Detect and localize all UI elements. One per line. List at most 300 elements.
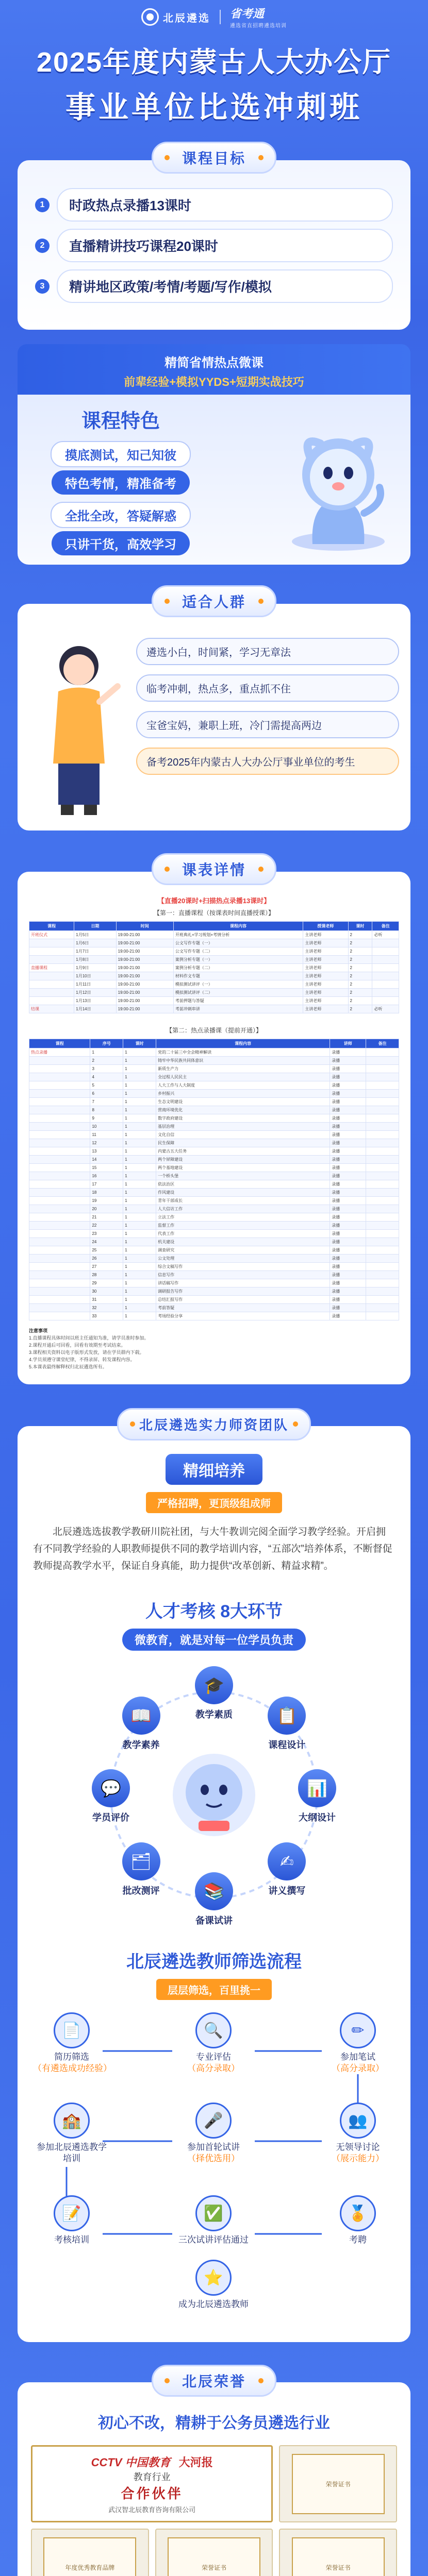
table-header: 课程内容 (173, 922, 303, 931)
selection-step-icon: 📝 (54, 2195, 90, 2231)
assessment-step (85, 1769, 137, 1824)
selection-step-title: 成为北辰遴选教师 (178, 2299, 249, 2310)
table-cell: 录播 (330, 1123, 366, 1131)
table-cell (29, 1213, 90, 1222)
table-cell (366, 1180, 399, 1189)
table-cell: 开班仪式 (29, 931, 74, 939)
table-cell: 1月8日 (74, 956, 116, 964)
table-cell: 必听 (372, 931, 399, 939)
table-cell: 32 (90, 1304, 123, 1312)
table-cell: 1月13日 (74, 997, 116, 1005)
table-cell: 1 (123, 1073, 156, 1081)
table-cell: 两个基地建设 (156, 1164, 330, 1172)
selection-step-icon: 🔍 (195, 2012, 232, 2048)
table-cell (29, 947, 74, 956)
selection-step-title: 三次试讲评估通过 (178, 2235, 249, 2245)
table-cell: 录播 (330, 1197, 366, 1205)
table-cell: 人大工作与人大制度 (156, 1081, 330, 1090)
table-cell: 录播 (330, 1279, 366, 1287)
table-cell: 录播 (330, 1189, 366, 1197)
table-cell: 主讲老师 (303, 947, 348, 956)
table-cell: 录播 (330, 1114, 366, 1123)
table-cell: 公文处理 (156, 1255, 330, 1263)
table-cell: 9 (90, 1114, 123, 1123)
table-cell: 19 (90, 1197, 123, 1205)
teacher-selection-title: 北辰遴选教师筛选流程 (126, 1952, 302, 1972)
table-cell (366, 1114, 399, 1123)
table-cell: 乡村振兴 (156, 1090, 330, 1098)
note-line: 5.本课表最终解释权归北辰遴选所有。 (29, 1364, 107, 1369)
table-cell (29, 1263, 90, 1271)
selection-step-label (33, 2052, 110, 2074)
selection-step (175, 2260, 252, 2310)
honor-title: 初心不改，精耕于公务员遴选行业 (98, 2415, 330, 2432)
table-cell: 内蒙古五大任务 (156, 1147, 330, 1156)
table-cell (29, 1164, 90, 1172)
feature-card (18, 395, 410, 565)
secondary-logo-sub: 遴选省直招聘遴选培训 (230, 23, 287, 29)
table-cell (29, 1081, 90, 1090)
secondary-logo-main: 省考通 (230, 7, 265, 20)
selection-step-title: 专业评估 (196, 2052, 231, 2062)
course-target-card (18, 160, 410, 330)
selection-step (175, 2103, 252, 2164)
notes-title: 注意事项 (29, 1328, 48, 1333)
table-cell: 录播 (330, 1246, 366, 1255)
table-cell: 录播 (330, 1131, 366, 1139)
table-cell (366, 1164, 399, 1172)
table-cell: 10 (90, 1123, 123, 1131)
teacher-illustration (35, 635, 123, 820)
table-header: 时间 (116, 922, 173, 931)
table-row (29, 1090, 399, 1098)
selection-step-label (33, 2234, 110, 2246)
selection-step-label (175, 2299, 252, 2310)
table-cell: 2 (90, 1057, 123, 1065)
selection-step (33, 2012, 110, 2074)
table-cell: 30 (90, 1287, 123, 1296)
table-cell: 18 (90, 1189, 123, 1197)
table-cell: 23 (90, 1230, 123, 1238)
beichen-logo (141, 8, 210, 26)
table-cell (29, 1197, 90, 1205)
table-cell (29, 939, 74, 947)
assessment-step-icon: 🗂 (122, 1842, 160, 1880)
selection-step (319, 2195, 397, 2246)
table-cell: 青年干部成长 (156, 1197, 330, 1205)
selection-step-title: 参加北辰遴选教学培训 (37, 2142, 107, 2164)
table-cell: 开班典礼+学习规划+考情分析 (173, 931, 303, 939)
table-cell: 录播 (330, 1057, 366, 1065)
table-row (29, 1123, 399, 1131)
target-item (35, 188, 393, 222)
table-cell: 一个桥头堡 (156, 1172, 330, 1180)
table-cell: 机关建设 (156, 1238, 330, 1246)
table-row (29, 1238, 399, 1246)
audience-list (136, 638, 399, 784)
table-cell (366, 1230, 399, 1238)
table-row (29, 1263, 399, 1271)
table-row (29, 931, 399, 939)
table-row (29, 1197, 399, 1205)
table-row (29, 1246, 399, 1255)
talent-assessment-sub: 微教育，就是对每一位学员负责 (122, 1629, 306, 1651)
table-cell (29, 1271, 90, 1279)
table-row (29, 1098, 399, 1106)
selection-step-note: （展示能力） (332, 2154, 384, 2164)
strict-hiring-tag: 严格招聘，更顶级组成师 (146, 1492, 282, 1513)
table-cell: 调查研究 (156, 1246, 330, 1255)
table-cell: 录播 (330, 1263, 366, 1271)
table-cell (366, 1065, 399, 1073)
feature-pair (38, 441, 203, 495)
selection-step-label (319, 2052, 397, 2074)
table-cell: 依法治区 (156, 1180, 330, 1189)
table-cell: 1 (123, 1106, 156, 1114)
table-cell (29, 1147, 90, 1156)
selection-step (33, 2103, 110, 2164)
team-card (18, 1426, 410, 2343)
table-cell: 录播 (330, 1172, 366, 1180)
table-cell: 19:00-21:00 (116, 947, 173, 956)
certificate-image (31, 2529, 149, 2576)
table-cell: 1月10日 (74, 972, 116, 980)
table-cell: 1 (123, 1279, 156, 1287)
honor-section (0, 2365, 428, 2576)
table-cell: 录播 (330, 1238, 366, 1246)
selection-step (175, 2195, 252, 2246)
table-row (29, 1230, 399, 1238)
assessment-step-label: 教学素质 (195, 1709, 233, 1720)
table-cell (29, 1230, 90, 1238)
table-cell: 作风建设 (156, 1189, 330, 1197)
table-cell (366, 1255, 399, 1263)
table-cell (366, 1213, 399, 1222)
table-cell: 5 (90, 1081, 123, 1090)
table-row (29, 964, 399, 972)
feature-item: 全批全改，答疑解惑 (51, 502, 191, 528)
schedule-section (0, 853, 428, 1384)
table-cell: 录播 (330, 1048, 366, 1057)
table-cell: 主讲老师 (303, 956, 348, 964)
feature-banner-line1: 精简省情热点微课 (164, 356, 264, 370)
table-cell (372, 989, 399, 997)
table-cell: 1 (123, 1197, 156, 1205)
recorded-schedule-table (29, 1039, 399, 1320)
table-cell: 19:00-21:00 (116, 964, 173, 972)
table-cell: 录播 (330, 1073, 366, 1081)
assessment-step-icon: 🎓 (195, 1666, 233, 1704)
table-row (29, 1147, 399, 1156)
selection-step-title: 参加笔试 (340, 2052, 375, 2062)
certificate-text: 年度优秀教育品牌 (43, 2537, 136, 2576)
table-cell (29, 1123, 90, 1131)
table-cell: 全过程人民民主 (156, 1073, 330, 1081)
selection-step (319, 2103, 397, 2164)
cctv-logo: CCTV 中国教育 (91, 2455, 171, 2469)
partner-label: 合作伙伴 (121, 2485, 183, 2501)
table-cell: 必听 (372, 1005, 399, 1013)
assessment-step-icon: 📋 (268, 1697, 306, 1735)
table-cell (29, 1279, 90, 1287)
table-cell (29, 1296, 90, 1304)
table-cell: 1 (123, 1172, 156, 1180)
assessment-step-label: 学员评价 (92, 1812, 129, 1823)
table-cell: 主讲老师 (303, 964, 348, 972)
table-cell: 2 (348, 980, 372, 989)
table-cell (366, 1156, 399, 1164)
table-cell (372, 956, 399, 964)
live-schedule-table (29, 921, 399, 1013)
table-cell: 公文写作专题（二） (173, 947, 303, 956)
brand-bar (0, 0, 428, 27)
table-cell (366, 1090, 399, 1098)
table-cell: 录播 (330, 1081, 366, 1090)
table-cell: 7 (90, 1098, 123, 1106)
table-cell: 1 (123, 1271, 156, 1279)
table-cell: 1 (123, 1189, 156, 1197)
table-cell: 1月6日 (74, 939, 116, 947)
table-row (29, 1213, 399, 1222)
table-cell (372, 972, 399, 980)
audience-item: 遴选小白，时间紧，学习无章法 (136, 638, 399, 665)
table-cell (29, 1131, 90, 1139)
table-row (29, 1005, 399, 1013)
table-cell (29, 1065, 90, 1073)
table-cell (372, 997, 399, 1005)
table-cell: 19:00-21:00 (116, 931, 173, 939)
feature-item-highlight: 特色考情，精准备考 (52, 470, 190, 495)
selection-step-icon: ✏ (340, 2012, 376, 2048)
table-cell (366, 1312, 399, 1320)
selection-step-icon: 📄 (54, 2012, 90, 2048)
table-cell (372, 964, 399, 972)
selection-step-note: （有遴选成功经验） (33, 2063, 112, 2074)
assessment-step-icon: 📖 (122, 1697, 160, 1735)
table-cell: 模拟测试讲评（一） (173, 980, 303, 989)
table-row (29, 1205, 399, 1213)
assessment-step-icon: 💬 (92, 1769, 130, 1807)
table-cell: 党的二十届三中全会精神解读 (156, 1048, 330, 1057)
selection-step-icon: 👥 (340, 2103, 376, 2139)
table-cell (29, 1287, 90, 1296)
bullet-icon: 3 (35, 279, 50, 294)
table-cell: 录播 (330, 1312, 366, 1320)
table-cell: 结课 (29, 1005, 74, 1013)
table-cell: 2 (348, 989, 372, 997)
selection-step-title: 简历筛选 (54, 2052, 89, 2062)
table-row (29, 1189, 399, 1197)
table-cell (366, 1304, 399, 1312)
selection-step-label (319, 2142, 397, 2164)
certificate-text: 荣誉证书 (292, 2454, 385, 2514)
table-cell: 案例分析专题（二） (173, 964, 303, 972)
table-cell: 主讲老师 (303, 997, 348, 1005)
target-item-text: 时政热点录播13课时 (57, 188, 393, 222)
table-cell: 营商环境优化 (156, 1106, 330, 1114)
table-cell: 19:00-21:00 (116, 1005, 173, 1013)
table-cell: 人大信访工作 (156, 1205, 330, 1213)
table-row (29, 1255, 399, 1263)
table-cell (366, 1106, 399, 1114)
table-cell (366, 1263, 399, 1271)
table-cell: 15 (90, 1164, 123, 1172)
table-cell: 录播 (330, 1304, 366, 1312)
table-row (29, 947, 399, 956)
table-row (29, 1106, 399, 1114)
selection-step-icon: 🏫 (54, 2103, 90, 2139)
table-cell: 22 (90, 1222, 123, 1230)
table-cell: 模拟测试讲评（二） (173, 989, 303, 997)
assessment-step-icon: 📚 (195, 1872, 233, 1910)
table-cell: 1 (123, 1296, 156, 1304)
table-cell: 文化自信 (156, 1131, 330, 1139)
table-cell (29, 1114, 90, 1123)
fine-training-heading: 精细培养 (166, 1454, 262, 1485)
table-cell: 主讲老师 (303, 980, 348, 989)
selection-flow (33, 2012, 395, 2321)
table-cell: 2 (348, 931, 372, 939)
table-cell (29, 1156, 90, 1164)
table-cell (372, 939, 399, 947)
certificate-text: 荣誉证书 (292, 2537, 385, 2576)
selection-step-note: （择优选用） (187, 2154, 240, 2164)
table-cell: 1 (123, 1164, 156, 1172)
table-cell: 录播 (330, 1106, 366, 1114)
table-cell (29, 1222, 90, 1230)
table-cell: 录播 (330, 1255, 366, 1263)
selection-step-icon: 🎤 (195, 2103, 232, 2139)
table-cell: 基层治理 (156, 1123, 330, 1131)
table-cell: 主讲老师 (303, 972, 348, 980)
audience-item: 宝爸宝妈，兼职上班，冷门需提高两边 (136, 711, 399, 738)
table-cell: 录播 (330, 1156, 366, 1164)
table-cell: 31 (90, 1296, 123, 1304)
table-row (29, 1156, 399, 1164)
table-cell: 1 (123, 1081, 156, 1090)
table-cell: 19:00-21:00 (116, 956, 173, 964)
table-cell: 生态文明建设 (156, 1098, 330, 1106)
table-cell: 讲话稿写作 (156, 1279, 330, 1287)
table-cell: 8 (90, 1106, 123, 1114)
assessment-step-icon: 📊 (298, 1769, 336, 1807)
table-cell: 1 (123, 1065, 156, 1073)
table-header: 序号 (90, 1039, 123, 1048)
table-cell: 19:00-21:00 (116, 997, 173, 1005)
table-cell (29, 1238, 90, 1246)
table-cell (366, 1287, 399, 1296)
table-cell: 2 (348, 947, 372, 956)
selection-step-title: 无领导讨论 (336, 2142, 380, 2153)
table-cell (29, 1090, 90, 1098)
table-row (29, 1279, 399, 1287)
logo-text: 北辰遴选 (163, 12, 210, 24)
table-cell: 考场经验分享 (156, 1312, 330, 1320)
assessment-step-icon: ✍ (268, 1842, 306, 1880)
table-row (29, 1131, 399, 1139)
table-cell: 19:00-21:00 (116, 989, 173, 997)
assessment-step-label: 讲义撰写 (268, 1885, 306, 1896)
table-cell (372, 980, 399, 989)
table-cell: 1 (123, 1230, 156, 1238)
table-cell: 19:00-21:00 (116, 980, 173, 989)
selection-step (319, 2012, 397, 2074)
table-cell (366, 1271, 399, 1279)
table-row (29, 1139, 399, 1147)
table-cell: 录播 (330, 1287, 366, 1296)
table-cell (29, 1106, 90, 1114)
table-cell (29, 1246, 90, 1255)
selection-step-icon: ⭐ (195, 2260, 232, 2296)
bullet-icon: 1 (35, 198, 50, 212)
course-target-heading: 课程目标 (152, 142, 276, 174)
table-cell (366, 1197, 399, 1205)
table-row (29, 1114, 399, 1123)
table-cell: 1 (123, 1255, 156, 1263)
table-cell (29, 1057, 90, 1065)
selection-step (175, 2012, 252, 2074)
table-cell: 直播课程 (29, 964, 74, 972)
table-row (29, 1271, 399, 1279)
table-row (29, 1164, 399, 1172)
table-cell: 主讲老师 (303, 939, 348, 947)
assessment-step (116, 1697, 167, 1751)
selection-step-icon: 🏅 (340, 2195, 376, 2231)
table-cell (29, 1180, 90, 1189)
audience-heading: 适合人群 (152, 585, 276, 617)
table-row (29, 989, 399, 997)
table-cell: 14 (90, 1156, 123, 1164)
table-cell: 29 (90, 1279, 123, 1287)
team-description: 北辰遴选选拔教学教研川院社团，与大牛教训完阅全面学习教学经验。开启拥有不同教学经验的人职教师提供不同的教学培训内容，“五部次”培养体系，不断督促教师提高教学水平，保证自身真能，助力提供“改革创新、精益求精”。 (33, 1526, 392, 1572)
honor-heading: 北辰荣誉 (152, 2365, 276, 2397)
feature-item: 摸底测试，知己知彼 (51, 441, 191, 467)
table-cell: 录播 (330, 1098, 366, 1106)
table-cell (29, 1189, 90, 1197)
table-cell: 26 (90, 1255, 123, 1263)
table-cell: 录播 (330, 1230, 366, 1238)
table-cell: 13 (90, 1147, 123, 1156)
bullet-icon: 2 (35, 239, 50, 253)
table-cell: 录播 (330, 1180, 366, 1189)
table-cell (366, 1081, 399, 1090)
table-header: 课程 (29, 922, 74, 931)
table-cell: 16 (90, 1172, 123, 1180)
table-cell (29, 972, 74, 980)
table-cell: 录播 (330, 1139, 366, 1147)
table-cell (29, 1172, 90, 1180)
schedule-heading: 课表详情 (152, 853, 276, 885)
table-cell: 4 (90, 1073, 123, 1081)
table-cell: 2 (348, 1005, 372, 1013)
assessment-step-label: 批改测评 (122, 1885, 160, 1896)
selection-step-label (175, 2142, 252, 2164)
table-cell: 27 (90, 1263, 123, 1271)
table-row (29, 972, 399, 980)
table-cell: 1 (123, 1147, 156, 1156)
table-cell: 主讲老师 (303, 1005, 348, 1013)
table-cell: 录播 (330, 1065, 366, 1073)
table-cell (366, 1147, 399, 1156)
table-header: 日期 (74, 922, 116, 931)
table-cell: 3 (90, 1065, 123, 1073)
table-cell (366, 1189, 399, 1197)
table-row (29, 980, 399, 989)
logo-divider (220, 10, 221, 24)
table-row (29, 997, 399, 1005)
table-cell: 主讲老师 (303, 989, 348, 997)
team-section (0, 1408, 428, 2343)
